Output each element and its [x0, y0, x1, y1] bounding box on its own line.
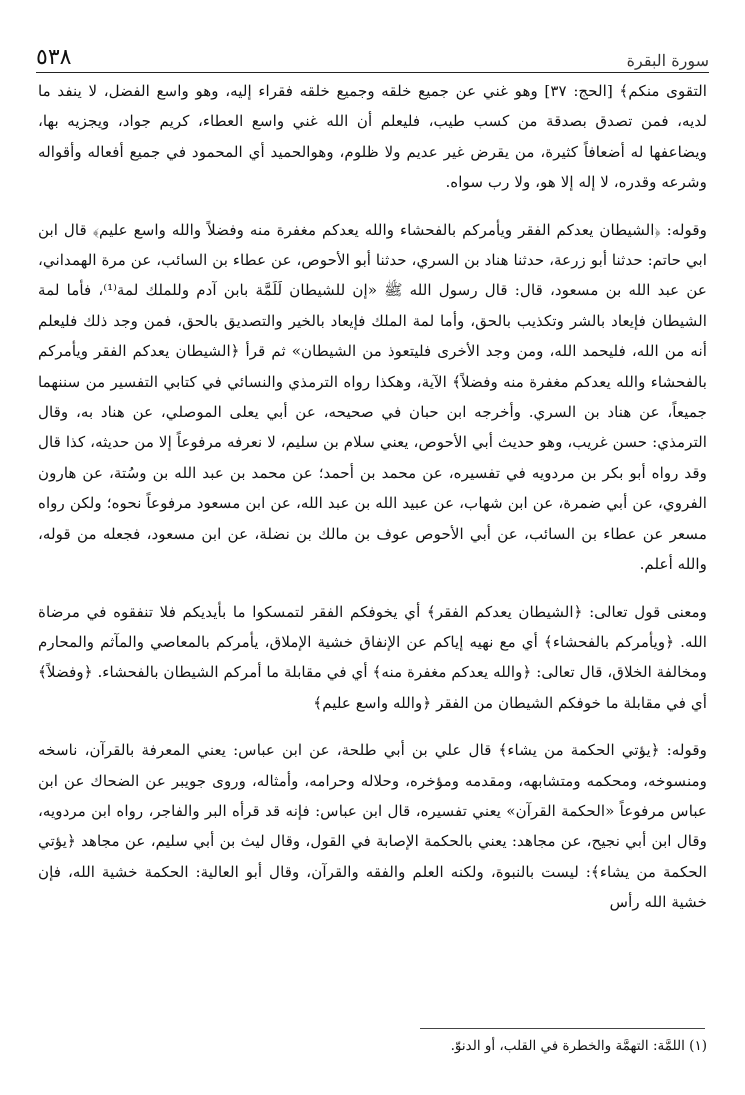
paragraph-2: وقوله: ﴿الشيطان يعدكم الفقر ويأمركم بالفحشاء والله يعدكم مغفرة منه وفضلاً والله واسع عليم﴾ قال ابن ابي حاتم: حدثنا أبو زرعة، حدثنا هناد بن السري، حدثنا أبو الأحوص، عن عطاء بن السائب، عن مرة الهمداني، عن عبد الله بن مسعود، قال: قال رسول الله ﷺ «إن للشيطان لَلَمَّة بابن آدم وللملك لمة⁽¹⁾، فأما لمة الشيطان فإيعاد بالشر وتكذيب بالحق، وأما لمة الملك فإيعاد بالخير والتصديق بالحق، فمن وجد ذلك فليعلم أنه من الله، فليحمد الله، ومن وجد الأخرى فليتعوذ من الشيطان» ثم قرأ ﴿الشيطان يعدكم الفقر ويأمركم بالفحشاء والله يعدكم مغفرة منه وفضلاً﴾ الآية، وهكذا رواه الترمذي والنسائي في كتابي التفسير من سننهما جميعاً، عن هناد بن السري. وأخرجه ابن حبان في صحيحه، عن أبي يعلى الموصلي، عن هناد به، وقال الترمذي: حسن غريب، وهو حديث أبي الأحوص، يعني سلام بن سليم، لا نعرفه مرفوعاً إلا من حديثه، كذا قال وقد رواه أبو بكر بن مردويه في تفسيره، عن محمد بن أحمد؛ عن محمد بن عبد الله بن وسُتة، عن هارون الفروي، عن أبي ضمرة، عن ابن شهاب، عن عبيد الله بن عبد الله، عن ابن مسعود مرفوعاً نحوه؛ ولكن رواه مسعر عن عطاء بن السائب، عن أبي الأحوص عوف بن مالك بن نضلة، عن ابن مسعود، فجعله من قوله، والله أعلم.: [38, 220, 707, 574]
surah-title: سورة البقرة: [626, 51, 709, 70]
footnote: (١) اللمَّة: التهمَّة والخطرة في القلب، أو الدنوّ.: [450, 1038, 707, 1054]
page-number: ٥٣٨: [36, 45, 72, 70]
page-body: [38, 76, 707, 935]
paragraph-4: وقوله: ﴿يؤتي الحكمة من يشاء﴾ قال علي بن أبي طلحة، عن ابن عباس: يعني المعرفة بالقرآن، ناسخه ومنسوخه، ومحكمه ومتشابهه، ومقدمه ومؤخره، وحلاله وحرامه، وأمثاله، وروى جويبر عن الضحاك عن ابن عباس مرفوعاً «الحكمة القرآن» يعني تفسيره، قال ابن عباس: فإنه قد قرأه البر والفاجر، رواه ابن مردويه، وقال ابن أبي نجيح، عن مجاهد: يعني بالحكمة الإصابة في القول، وقال ليث بن أبي سليم، عن مجاهد ﴿يؤتي الحكمة من يشاء﴾: ليست بالنبوة، ولكنه العلم والفقه والقرآن، وقال أبو العالية: الحكمة خشية الله، فإن خشية الله رأس: [38, 741, 707, 912]
header-divider: [36, 72, 709, 73]
page-header: [36, 34, 709, 70]
footnote-divider: [420, 1028, 705, 1029]
paragraph-1: التقوى منكم﴾ [الحج: ٣٧] وهو غني عن جميع خلقه وجميع خلقه فقراء إليه، وهو واسع الفضل، لا ينفد ما لديه، فمن تصدق بصدقة من كسب طيب، فليعلم أن الله غني واسع العطاء، كريم جواد، ويجزيه بها، ويضاعفها له أضعافاً كثيرة، من يقرض غير عديم ولا ظلوم، وهوالحميد أي المحمود في جميع أفعاله وأقواله وشرعه وقدره، لا إله إلا هو، ولا رب سواه.: [38, 82, 708, 192]
paragraph-3: ومعنى قول تعالى: ﴿الشيطان يعدكم الفقر﴾ أي يخوفكم الفقر لتمسكوا ما بأيديكم فلا تنفقوه في مرضاة الله. ﴿ويأمركم بالفحشاء﴾ أي مع نهيه إياكم عن الإنفاق خشية الإملاق، يأمركم بالمعاصي والمآثم والمحارم ومخالفة الخلاق، قال تعالى: ﴿والله يعدكم مغفرة منه﴾ أي في مقابلة ما أمركم الشيطان بالفحشاء. ﴿وفضلاً﴾ أي في مقابلة ما خوفكم الشيطان من الفقر ﴿والله واسع عليم﴾: [38, 602, 707, 712]
